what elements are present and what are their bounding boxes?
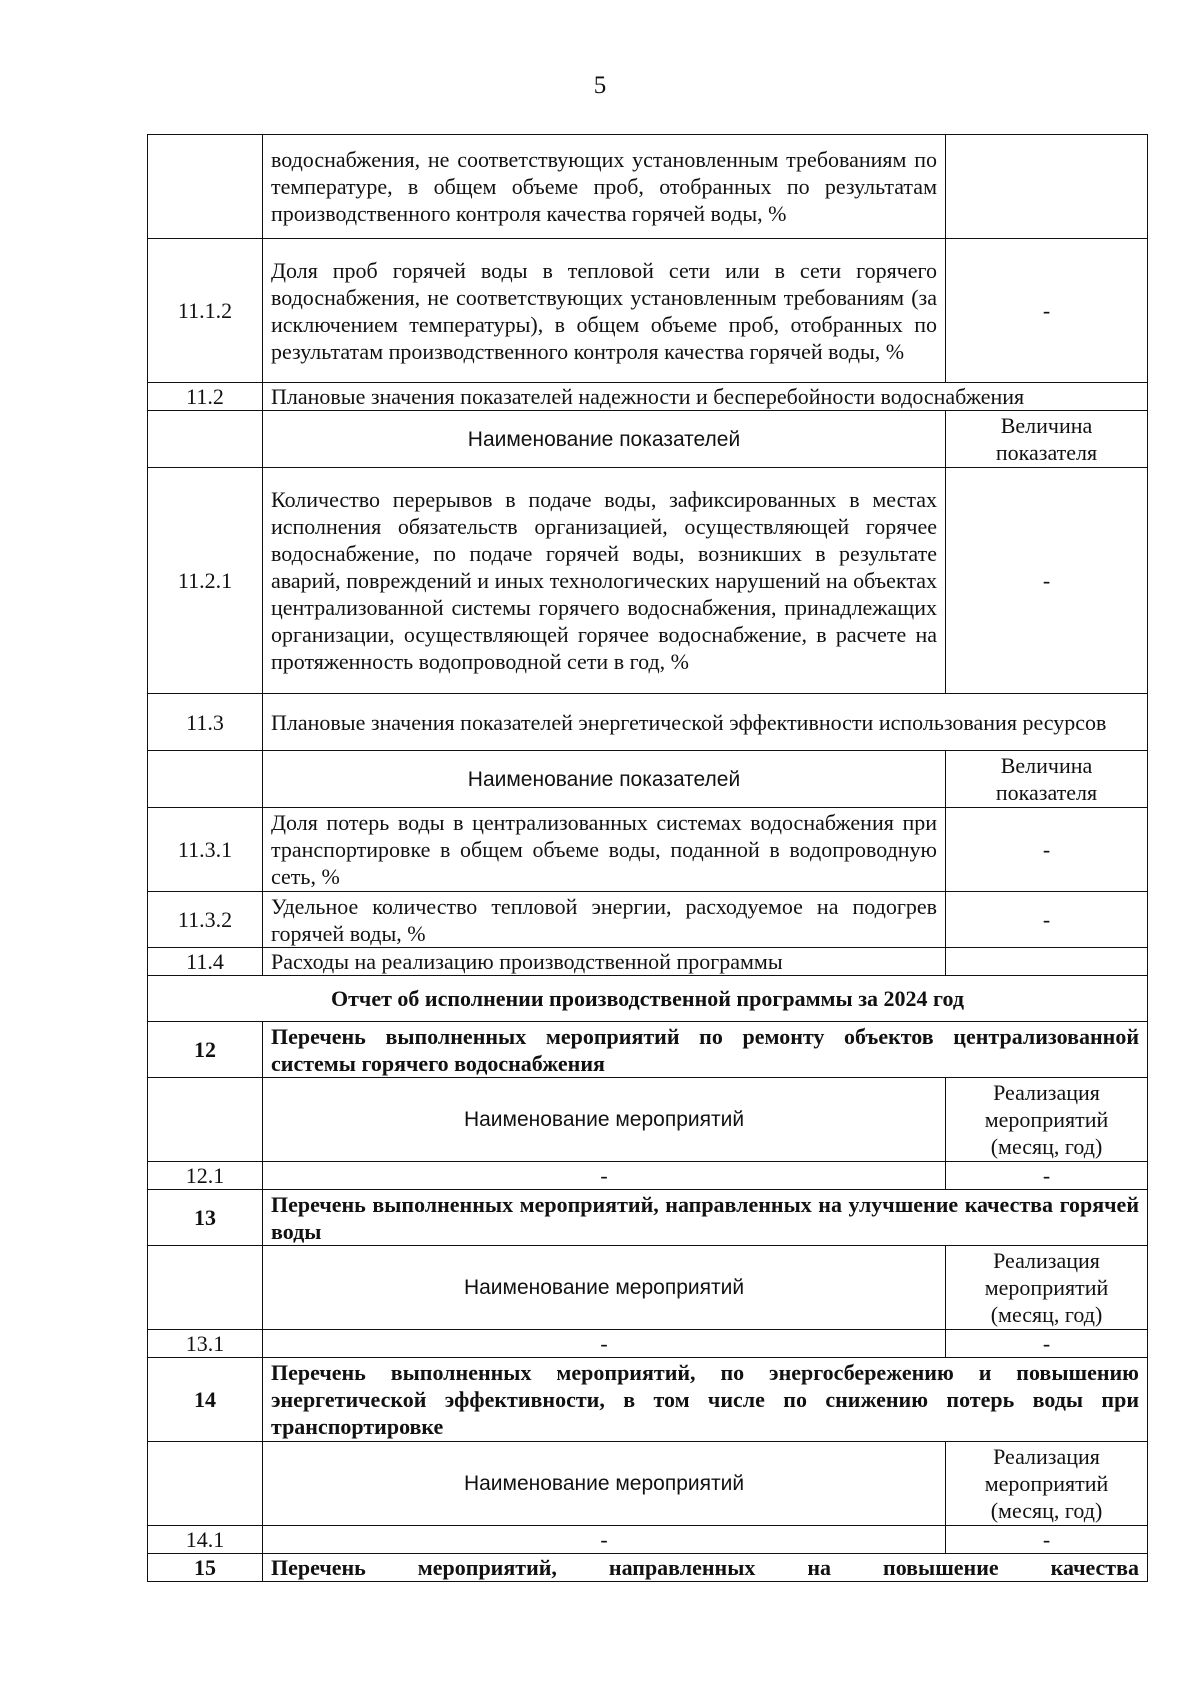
row-number: 11.4 bbox=[148, 948, 263, 976]
row-number: 11.3 bbox=[148, 694, 263, 751]
indicator-text: Расходы на реализацию производственной программы bbox=[263, 948, 946, 976]
row-number: 12.1 bbox=[148, 1162, 263, 1190]
row-number: 14 bbox=[148, 1358, 263, 1442]
section-title: Перечень выполненных мероприятий, по энергосбережению и повышению энергетической эффективности, в том числе по снижению потерь воды при транспортировке bbox=[263, 1358, 1148, 1442]
activity-name: - bbox=[263, 1330, 946, 1358]
column-header-value: Величина показателя bbox=[946, 411, 1148, 468]
section-row bbox=[148, 1190, 1148, 1246]
column-header-value: Реализация мероприятий (месяц, год) bbox=[946, 1078, 1148, 1162]
row-number: 11.2 bbox=[148, 383, 263, 411]
column-header-name: Наименование мероприятий bbox=[263, 1078, 946, 1162]
row-number: 13 bbox=[148, 1190, 263, 1246]
indicator-value: - bbox=[946, 892, 1148, 948]
indicator-text: водоснабжения, не соответствующих установленным требованиям по температуре, в общем объеме проб, отобранных по результатам производственного контроля качества горячей воды, % bbox=[263, 135, 946, 239]
row-number: 11.1.2 bbox=[148, 239, 263, 383]
table-row bbox=[148, 1162, 1148, 1190]
activity-date: - bbox=[946, 1526, 1148, 1554]
column-header-value: Величина показателя bbox=[946, 751, 1148, 808]
section-title: Плановые значения показателей надежности и бесперебойности водоснабжения bbox=[263, 383, 1148, 411]
indicator-value: - bbox=[946, 468, 1148, 694]
table-row bbox=[148, 239, 1148, 383]
row-number-cell bbox=[148, 135, 263, 239]
row-number: 13.1 bbox=[148, 1330, 263, 1358]
row-number: 12 bbox=[148, 1022, 263, 1078]
row-number: 11.3.2 bbox=[148, 892, 263, 948]
row-number: 14.1 bbox=[148, 1526, 263, 1554]
indicator-text: Количество перерывов в подаче воды, зафиксированных в местах исполнения обязательств организацией, осуществляющей горячее водоснабжение, по подаче горячей воды, возникших в результате аварий, повреждений и иных технологических нарушений на объектах централизованной системы горячего водоснабжения, принадлежащих организации, осуществляющей горячее водоснабжение, в расчете на протяженность водопроводной сети в год, % bbox=[263, 468, 946, 694]
activity-date: - bbox=[946, 1162, 1148, 1190]
activity-date: - bbox=[946, 1330, 1148, 1358]
report-title: Отчет об исполнении производственной программы за 2024 год bbox=[148, 976, 1148, 1022]
section-row bbox=[148, 1022, 1148, 1078]
table-row bbox=[148, 948, 1148, 976]
row-number: 15 bbox=[148, 1554, 263, 1582]
table-row bbox=[148, 808, 1148, 892]
column-header-name: Наименование мероприятий bbox=[263, 1442, 946, 1526]
column-header-row bbox=[148, 1078, 1148, 1162]
value-cell bbox=[946, 135, 1148, 239]
activity-name: - bbox=[263, 1526, 946, 1554]
section-title: Перечень мероприятий, направленных на повышение качества bbox=[263, 1554, 1148, 1582]
report-title-row bbox=[148, 976, 1148, 1022]
section-title: Перечень выполненных мероприятий по ремонту объектов централизованной системы горячего водоснабжения bbox=[263, 1022, 1148, 1078]
column-header-value: Реализация мероприятий (месяц, год) bbox=[946, 1246, 1148, 1330]
column-header-row bbox=[148, 411, 1148, 468]
table-row bbox=[148, 1330, 1148, 1358]
indicator-text: Доля потерь воды в централизованных системах водоснабжения при транспортировке в общем объеме воды, поданной в водопроводную сеть, % bbox=[263, 808, 946, 892]
column-header-row bbox=[148, 1442, 1148, 1526]
column-header-row bbox=[148, 751, 1148, 808]
page-number: 5 bbox=[593, 72, 607, 99]
indicator-text: Доля проб горячей воды в тепловой сети или в сети горячего водоснабжения, не соответствующих установленным требованиям (за исключением температуры), в общем объеме проб, отобранных по результатам производственного контроля качества горячей воды, % bbox=[263, 239, 946, 383]
table-row bbox=[148, 1526, 1148, 1554]
column-header-row bbox=[148, 1246, 1148, 1330]
program-table bbox=[147, 134, 1148, 1582]
row-number: 11.2.1 bbox=[148, 468, 263, 694]
indicator-value: - bbox=[946, 239, 1148, 383]
activity-name: - bbox=[263, 1162, 946, 1190]
section-title: Перечень выполненных мероприятий, направленных на улучшение качества горячей воды bbox=[263, 1190, 1148, 1246]
indicator-value: - bbox=[946, 808, 1148, 892]
section-title: Плановые значения показателей энергетической эффективности использования ресурсов bbox=[263, 694, 1148, 751]
section-row bbox=[148, 1358, 1148, 1442]
column-header-name: Наименование показателей bbox=[263, 751, 946, 808]
column-header-value: Реализация мероприятий (месяц, год) bbox=[946, 1442, 1148, 1526]
section-row bbox=[148, 1554, 1148, 1582]
table-row bbox=[148, 468, 1148, 694]
table-row bbox=[148, 892, 1148, 948]
column-header-name: Наименование мероприятий bbox=[263, 1246, 946, 1330]
section-row bbox=[148, 383, 1148, 411]
value-cell bbox=[946, 948, 1148, 976]
section-row bbox=[148, 694, 1148, 751]
row-number: 11.3.1 bbox=[148, 808, 263, 892]
column-header-name: Наименование показателей bbox=[263, 411, 946, 468]
indicator-text: Удельное количество тепловой энергии, расходуемое на подогрев горячей воды, % bbox=[263, 892, 946, 948]
table-row bbox=[148, 135, 1148, 239]
